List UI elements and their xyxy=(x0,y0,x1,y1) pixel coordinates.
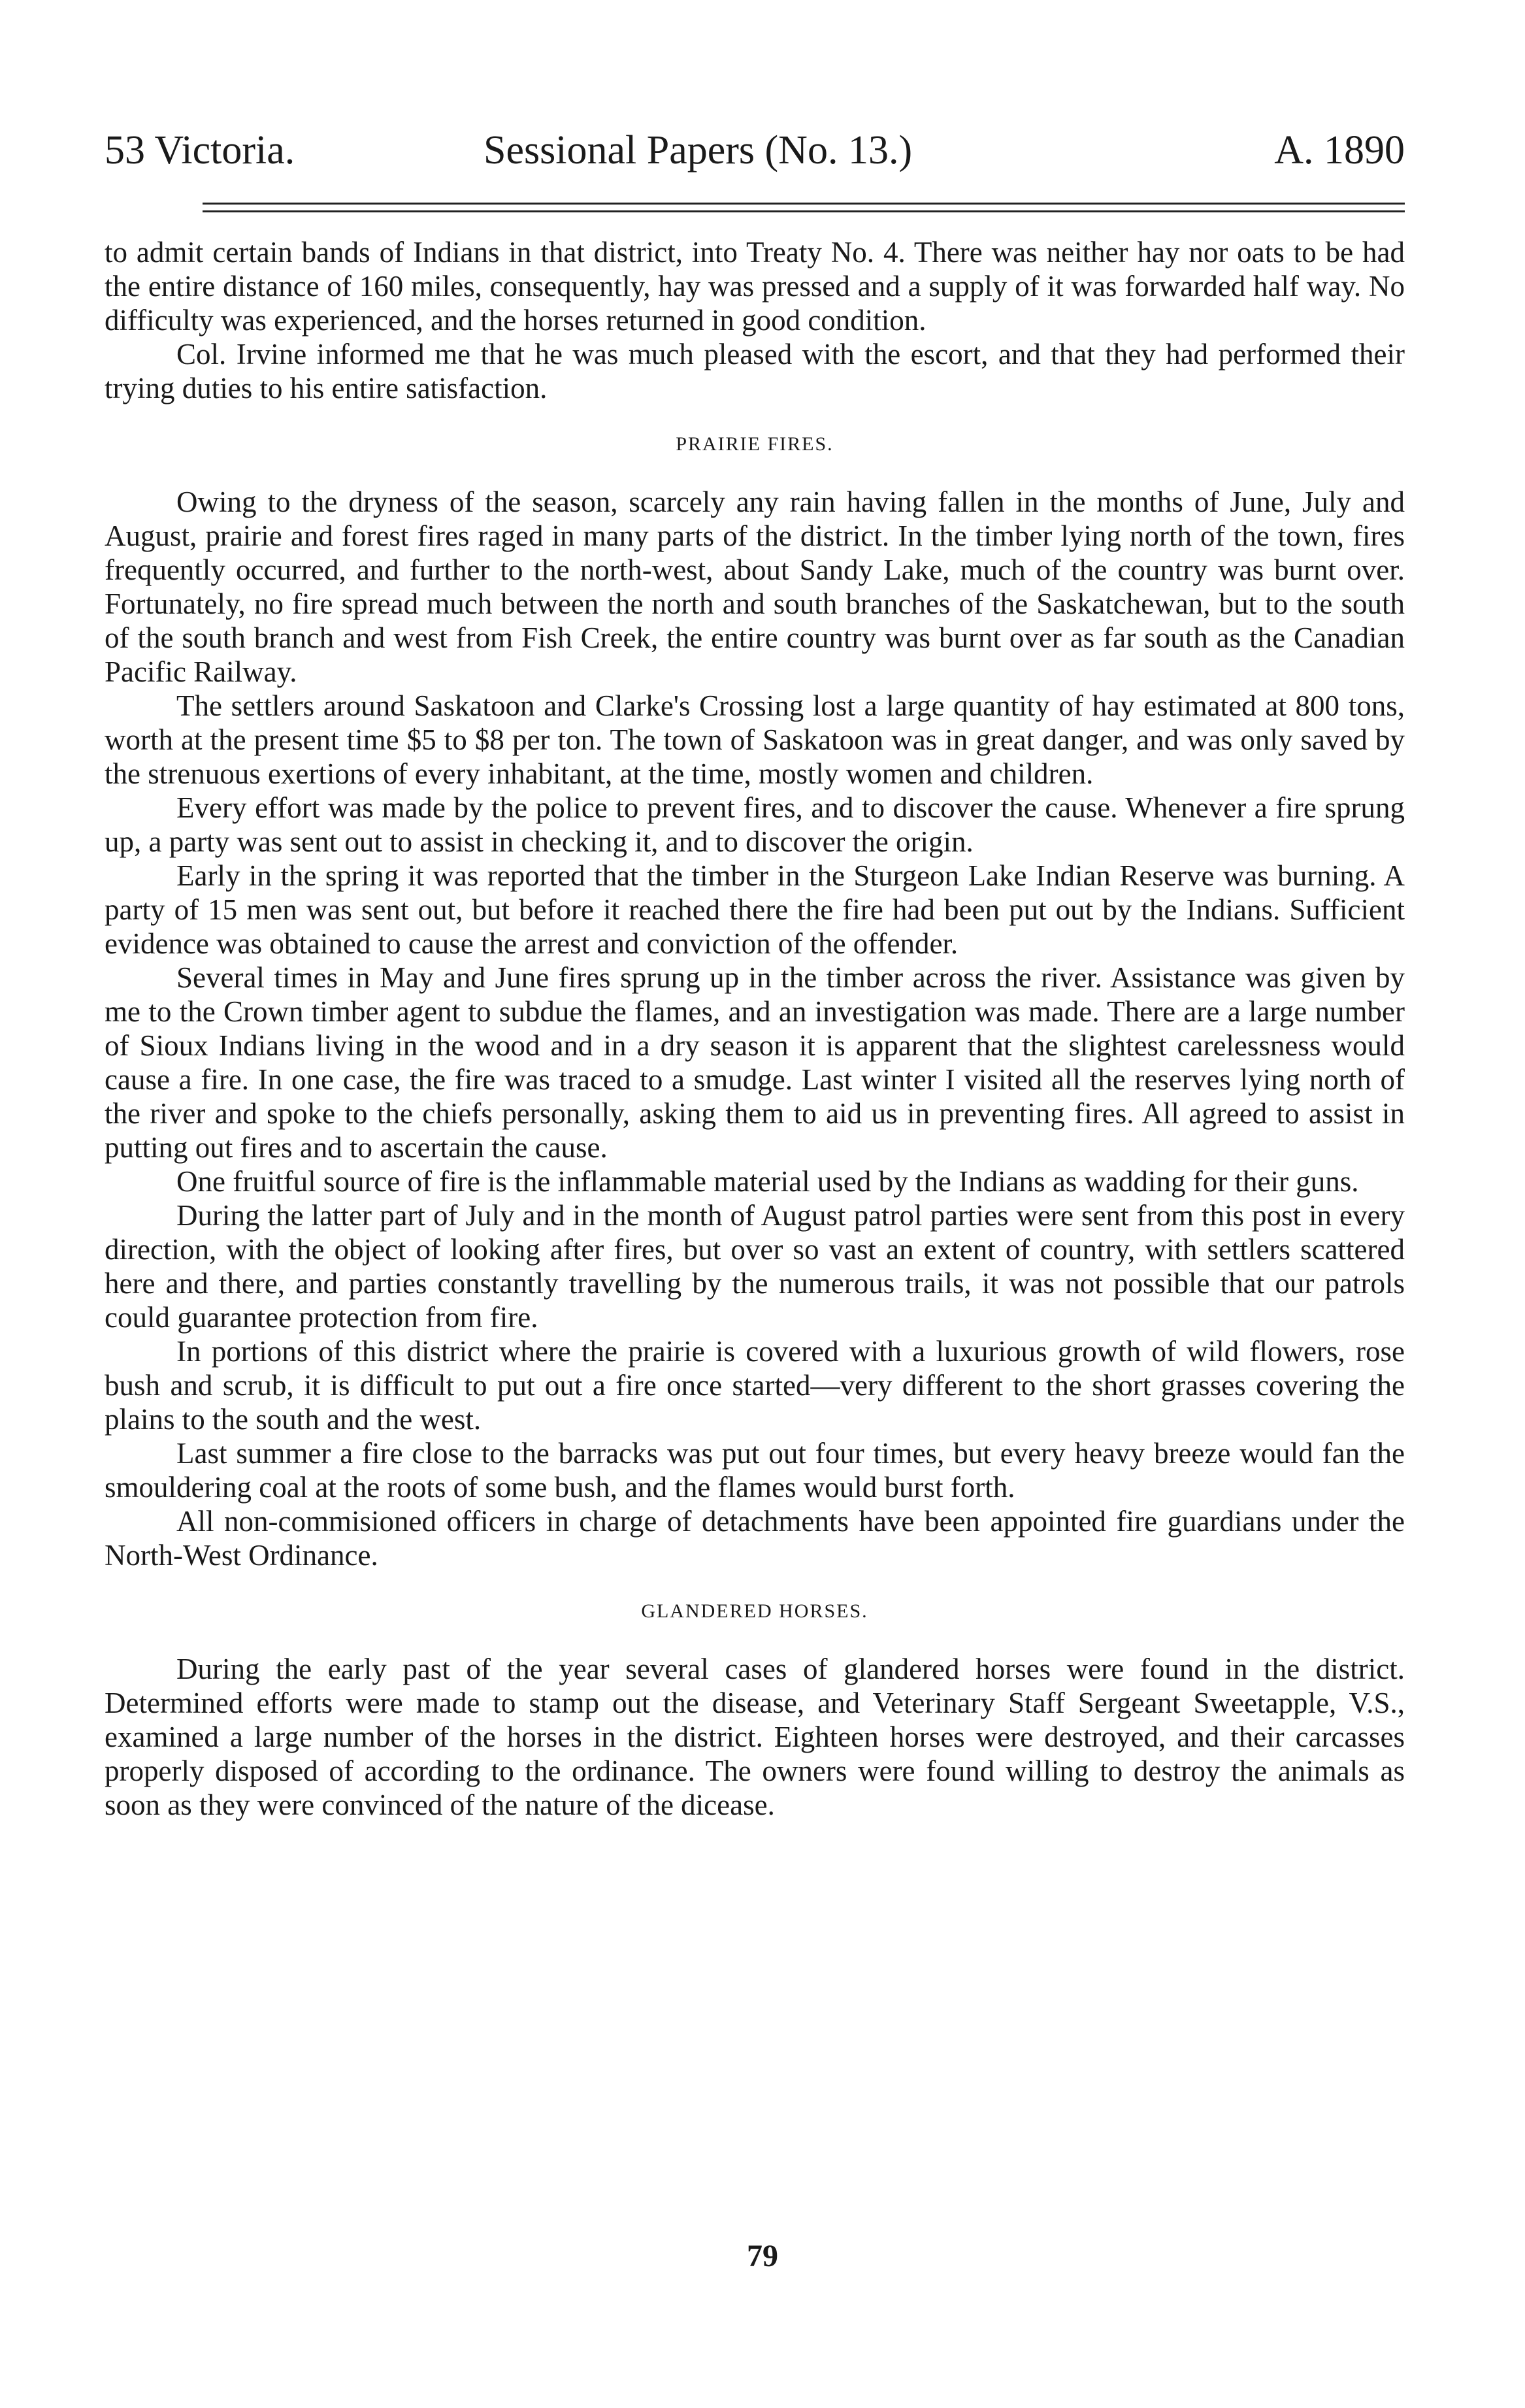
paragraph: to admit certain bands of Indians in that district, into Treaty No. 4. There was neither hay nor oats to be had the entire distance of 160 miles, consequently, hay was pressed and a supply of it was forwarded half way. No difficulty was experienced, and the horses returned in good condition. xyxy=(105,236,1405,337)
paragraph: Owing to the dryness of the season, scarcely any rain having fallen in the months of June, July and August, prairie and forest fires raged in many parts of the district. In the timber lying north of the town, fires frequently occurred, and further to the north-west, about Sandy Lake, much of the country was burnt over. Fortunately, no fire spread much between the north and south branches of the Saskatchewan, but to the south of the south branch and west from Fish Creek, the entire country was burnt over as far south as the Canadian Pacific Railway. xyxy=(105,486,1405,688)
paragraph: The settlers around Saskatoon and Clarke's Crossing lost a large quantity of hay estimated at 800 tons, worth at the present time $5 to $8 per ton. The town of Saskatoon was in great danger, and was only saved by the strenuous exertions of every inhabitant, at the time, mostly women and children. xyxy=(105,689,1405,790)
header-rule-bottom xyxy=(203,210,1405,212)
paragraph: Several times in May and June fires sprung up in the timber across the river. Assistance was given by me to the Crown timber agent to subdue the flames, and an investigation was made. There are a large number of Sioux Indians living in the wood and in a dry season it is apparent that the slightest carelessness would cause a fire. In one case, the fire was traced to a smudge. Last winter I visited all the reserves lying north of the river and spoke to the chiefs personally, asking them to aid us in preventing fires. All agreed to assist in putting out fires and to ascertain the cause. xyxy=(105,961,1405,1164)
section-heading-prairie-fires: PRAIRIE FIRES. xyxy=(676,433,834,455)
header-title: Sessional Papers (No. 13.) xyxy=(484,128,913,173)
paragraph: All non-commisioned officers in charge of detachments have been appointed fire guardians under the North-West Ordinance. xyxy=(105,1505,1405,1572)
page-number: 79 xyxy=(747,2239,778,2273)
header-rule-top xyxy=(203,203,1405,205)
paragraph: In portions of this district where the prairie is covered with a luxurious growth of wild flowers, rose bush and scrub, it is difficult to put out a fire once started—very different to the short grasses covering the plains to the south and the west. xyxy=(105,1335,1405,1436)
paragraph: Col. Irvine informed me that he was much pleased with the escort, and that they had performed their trying duties to his entire satisfaction. xyxy=(105,338,1405,404)
paragraph: During the early past of the year several cases of glandered horses were found in the district. Determined efforts were made to stamp out the disease, and Veterinary Staff Sergeant Sweetapple, V.S., examined a large number of the horses in the district. Eighteen horses were destroyed, and their carcasses properly disposed of according to the ordinance. The owners were found willing to destroy the animals as soon as they were convinced of the nature of the dicease. xyxy=(105,1653,1405,1821)
paragraph: One fruitful source of fire is the inflammable material used by the Indians as wadding for their guns. xyxy=(176,1165,1359,1198)
running-header xyxy=(105,118,1405,183)
paragraph: During the latter part of July and in the month of August patrol parties were sent from this post in every direction, with the object of looking after fires, but over so vast an extent of country, with settlers scattered here and there, and parties constantly travelling by the numerous trails, it was not possible that our patrols could guarantee protection from fire. xyxy=(105,1199,1405,1334)
paragraph: Every effort was made by the police to prevent fires, and to discover the cause. Whenever a fire sprung up, a party was sent out to assist in checking it, and to discover the origin. xyxy=(105,791,1405,858)
body-text xyxy=(105,235,1405,1822)
paragraph: Last summer a fire close to the barracks was put out four times, but every heavy breeze would fan the smouldering coal at the roots of some bush, and the flames would burst forth. xyxy=(105,1437,1405,1504)
paragraph: Early in the spring it was reported that the timber in the Sturgeon Lake Indian Reserve was burning. A party of 15 men was sent out, but before it reached there the fire had been put out by the Indians. Sufficient evidence was obtained to cause the arrest and conviction of the offender. xyxy=(105,859,1405,960)
header-volume: 53 Victoria. xyxy=(105,128,295,173)
header-year: A. 1890 xyxy=(1274,128,1405,173)
section-heading-glandered-horses: GLANDERED HORSES. xyxy=(641,1600,868,1622)
